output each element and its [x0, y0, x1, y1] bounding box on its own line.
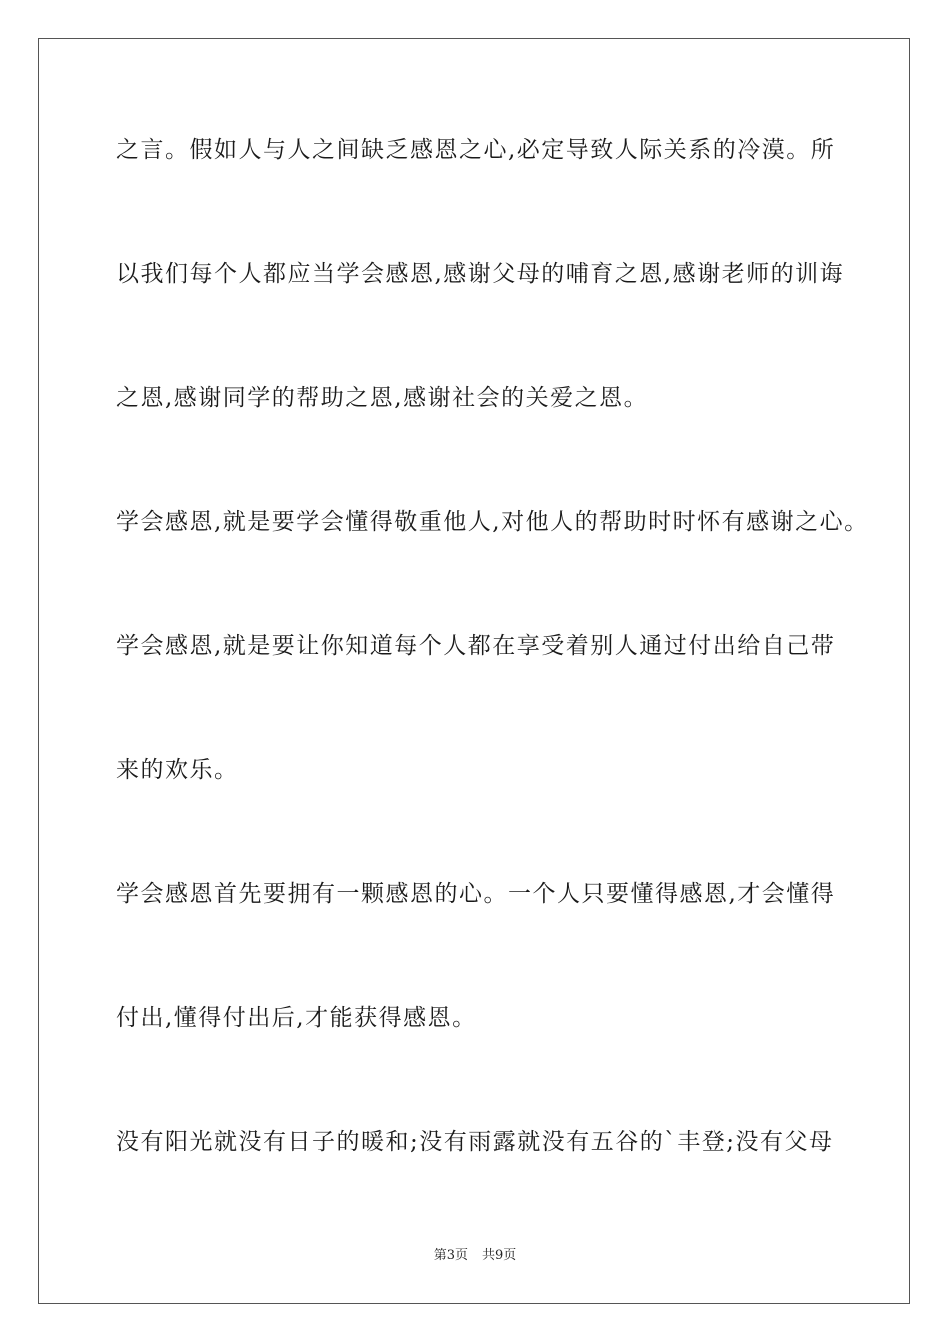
text-line: 学会感恩首先要拥有一颗感恩的心。一个人只要懂得感恩,才会懂得: [116, 881, 836, 907]
total-pages: 共9页: [482, 1248, 517, 1263]
text-line: 学会感恩,就是要让你知道每个人都在享受着别人通过付出给自己带: [116, 633, 836, 659]
text-line: 之恩,感谢同学的帮助之恩,感谢社会的关爱之恩。: [116, 385, 649, 411]
text-line: 没有阳光就没有日子的暖和;没有雨露就没有五谷的`丰登;没有父母: [116, 1129, 834, 1155]
page-number: 第3页: [433, 1248, 468, 1263]
text-line: 学会感恩,就是要学会懂得敬重他人,对他人的帮助时时怀有感谢之心。: [116, 509, 869, 535]
text-line: 之言。假如人与人之间缺乏感恩之心,必定导致人际关系的冷漠。所: [116, 137, 836, 163]
page-border: [38, 38, 910, 1304]
text-line: 以我们每个人都应当学会感恩,感谢父母的哺育之恩,感谢老师的训诲: [116, 261, 845, 287]
page-footer: [0, 1247, 950, 1265]
text-line: 付出,懂得付出后,才能获得感恩。: [116, 1005, 477, 1031]
text-line: 来的欢乐。: [116, 757, 239, 783]
